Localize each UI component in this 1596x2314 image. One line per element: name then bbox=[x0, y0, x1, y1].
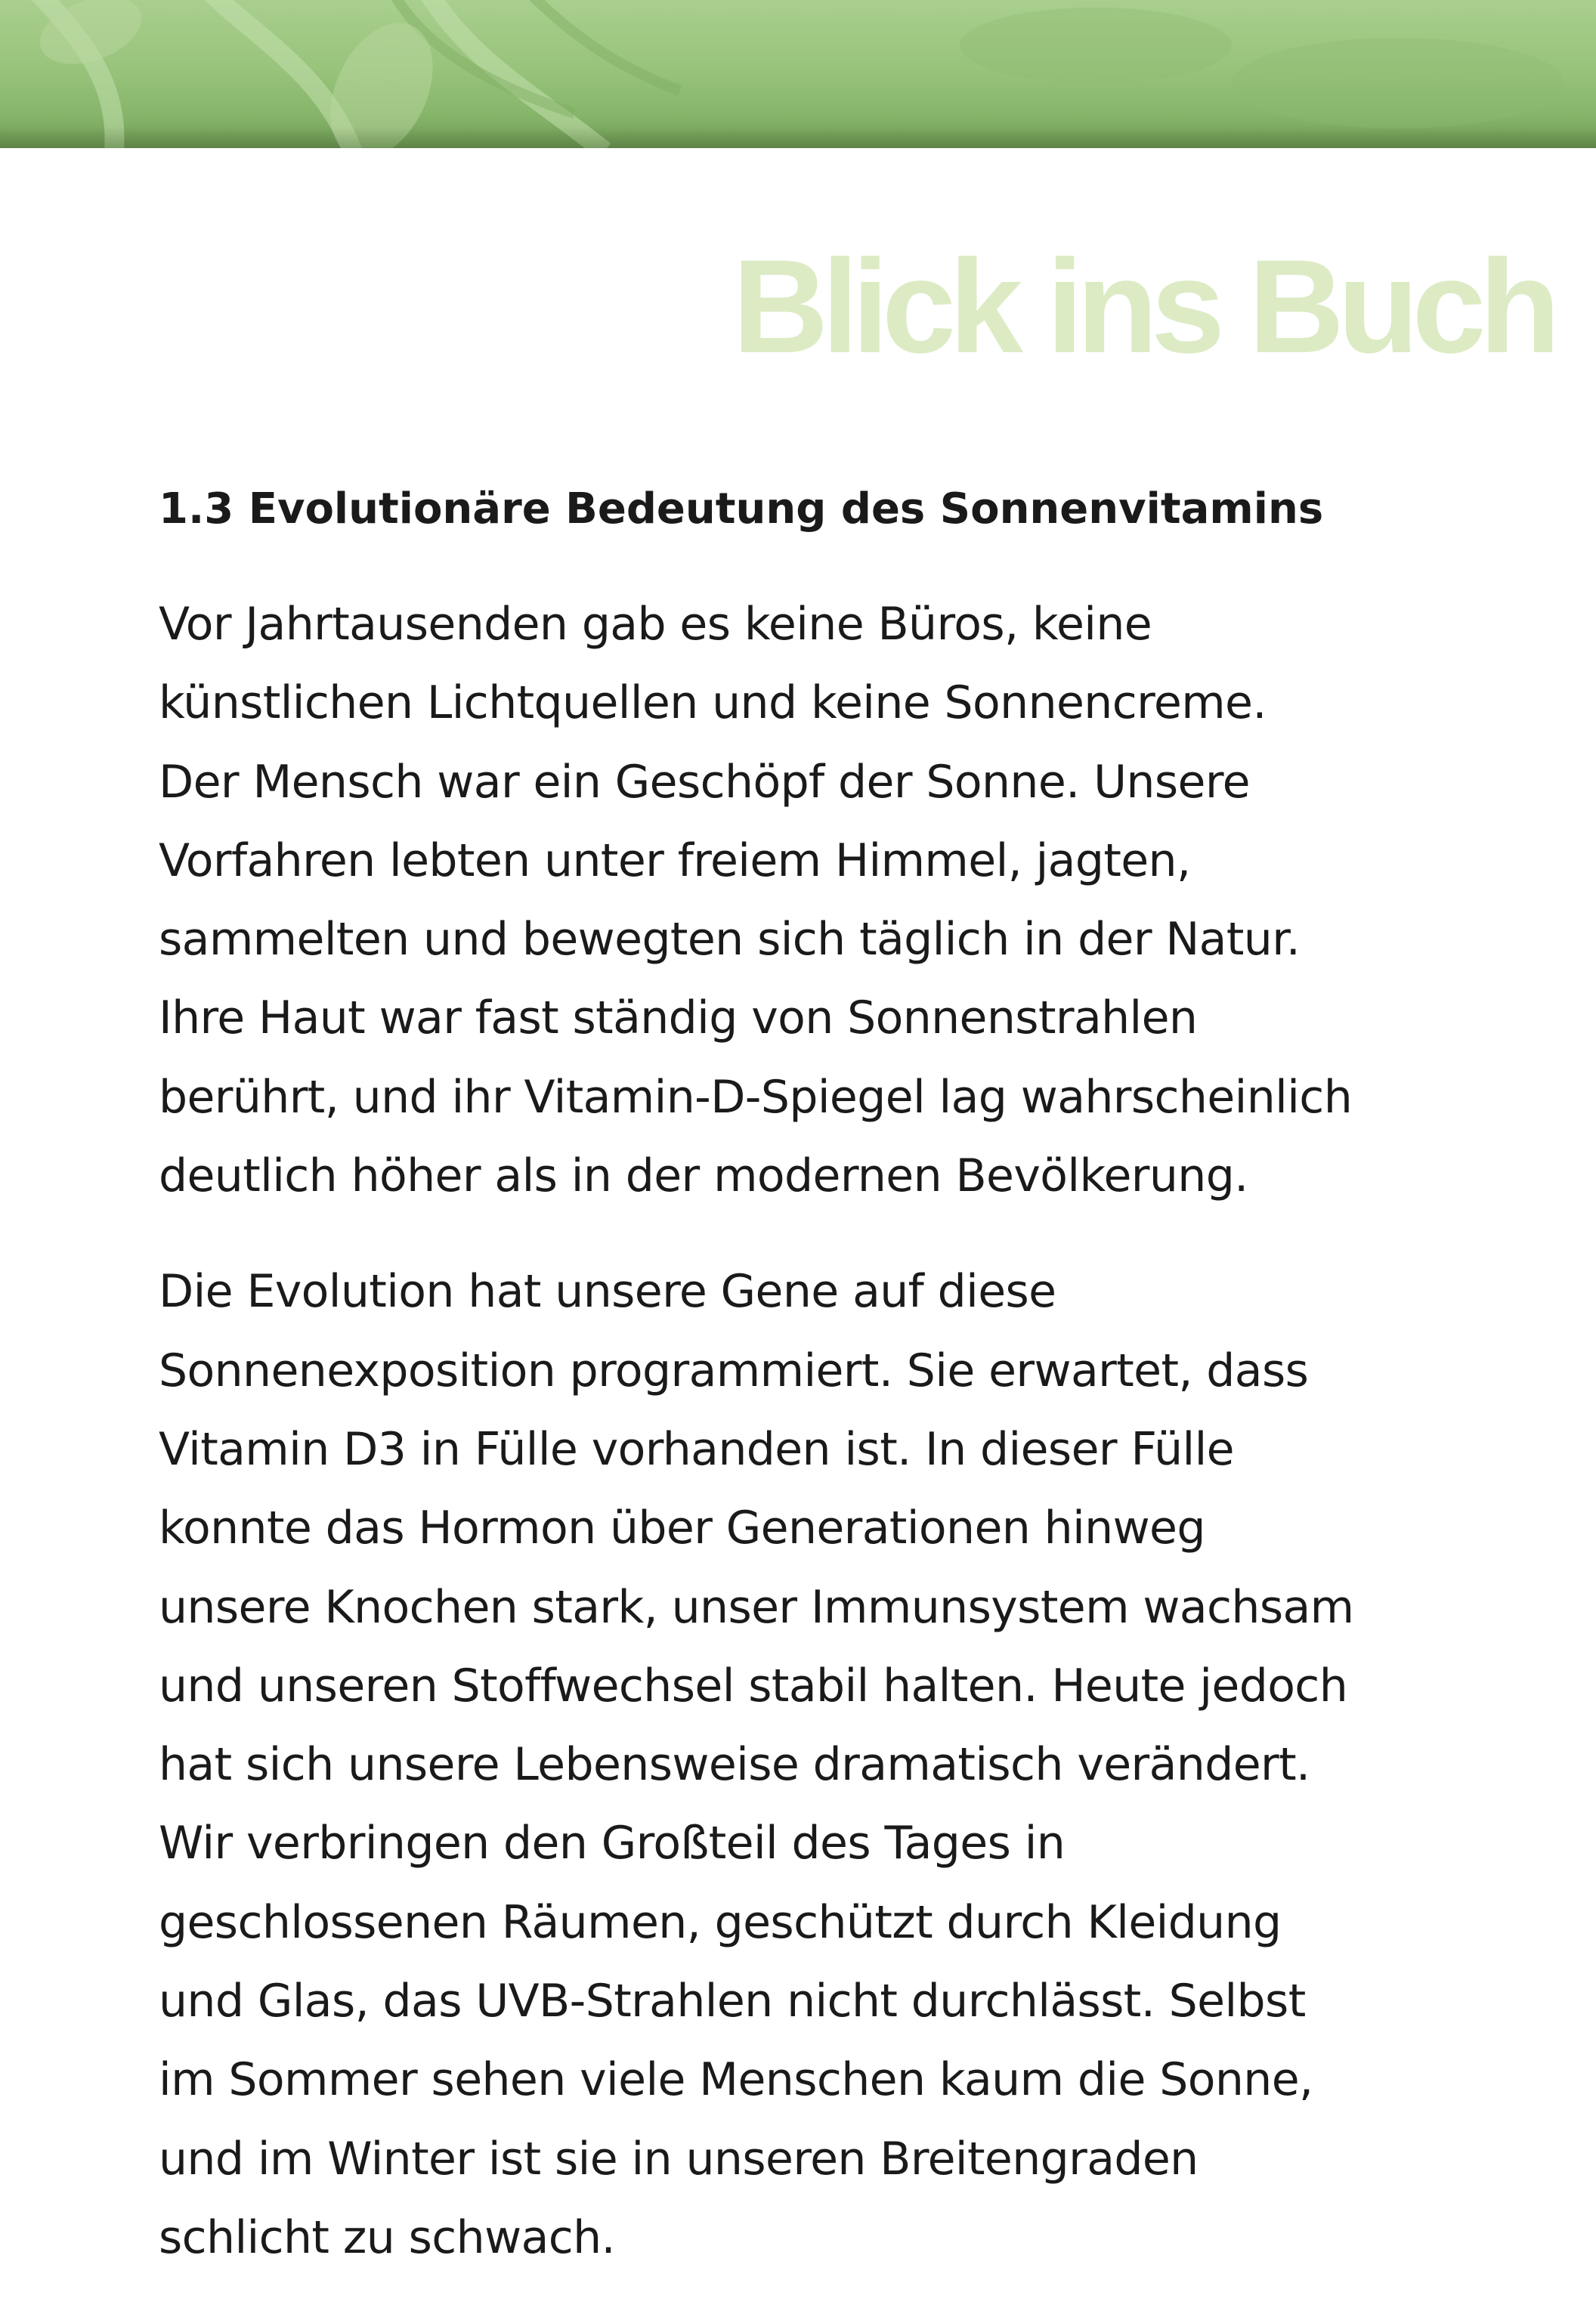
text-line: Sonnenexposition programmiert. Sie erwartet, dass bbox=[159, 1344, 1309, 1397]
leaf-pattern-graphic bbox=[0, 0, 1596, 148]
text-line: Vorfahren lebten unter freiem Himmel, jagten, bbox=[159, 834, 1191, 887]
text-line: Die Evolution hat unsere Gene auf diese bbox=[159, 1265, 1056, 1319]
text-line: geschlossenen Räumen, geschützt durch Kleidung bbox=[159, 1895, 1282, 1949]
decorative-banner bbox=[0, 0, 1596, 148]
text-line: Vitamin D3 in Fülle vorhanden ist. In dieser Fülle bbox=[159, 1422, 1234, 1476]
text-line: hat sich unsere Lebensweise dramatisch verändert. bbox=[159, 1738, 1310, 1792]
text-line: künstlichen Lichtquellen und keine Sonnencreme. bbox=[159, 676, 1267, 730]
paragraph-2 bbox=[159, 1252, 1443, 2277]
text-line: unsere Knochen stark, unser Immunsystem wachsam bbox=[159, 1580, 1354, 1634]
text-line: und Glas, das UVB-Strahlen nicht durchlässt. Selbst bbox=[159, 1975, 1306, 2028]
text-line: Der Mensch war ein Geschöpf der Sonne. Unsere bbox=[159, 755, 1250, 809]
text-line: sammelten und bewegten sich täglich in der Natur. bbox=[159, 913, 1301, 967]
text-line: schlicht zu schwach. bbox=[159, 2210, 616, 2264]
book-excerpt bbox=[159, 478, 1443, 2314]
text-line: konnte das Hormon über Generationen hinweg bbox=[159, 1502, 1205, 1555]
section-heading: 1.3 Evolutionäre Bedeutung des Sonnenvitamins bbox=[159, 484, 1324, 534]
page-title: Blick ins Buch bbox=[732, 233, 1554, 381]
paragraph-1 bbox=[159, 585, 1443, 1215]
text-line: Ihre Haut war fast ständig von Sonnenstrahlen bbox=[159, 991, 1198, 1045]
text-line: und unseren Stoffwechsel stabil halten. Heute jedoch bbox=[159, 1659, 1348, 1712]
text-line: Vor Jahrtausenden gab es keine Büros, keine bbox=[159, 598, 1152, 651]
text-line: und im Winter ist sie in unseren Breitengraden bbox=[159, 2132, 1199, 2186]
banner-shadow bbox=[0, 127, 1596, 148]
text-line: im Sommer sehen viele Menschen kaum die Sonne, bbox=[159, 2053, 1313, 2107]
text-line: Wir verbringen den Großteil des Tages in bbox=[159, 1817, 1066, 1870]
text-line: berührt, und ihr Vitamin-D-Spiegel lag wahrscheinlich bbox=[159, 1070, 1353, 1124]
text-line: deutlich höher als in der modernen Bevölkerung. bbox=[159, 1149, 1248, 1203]
